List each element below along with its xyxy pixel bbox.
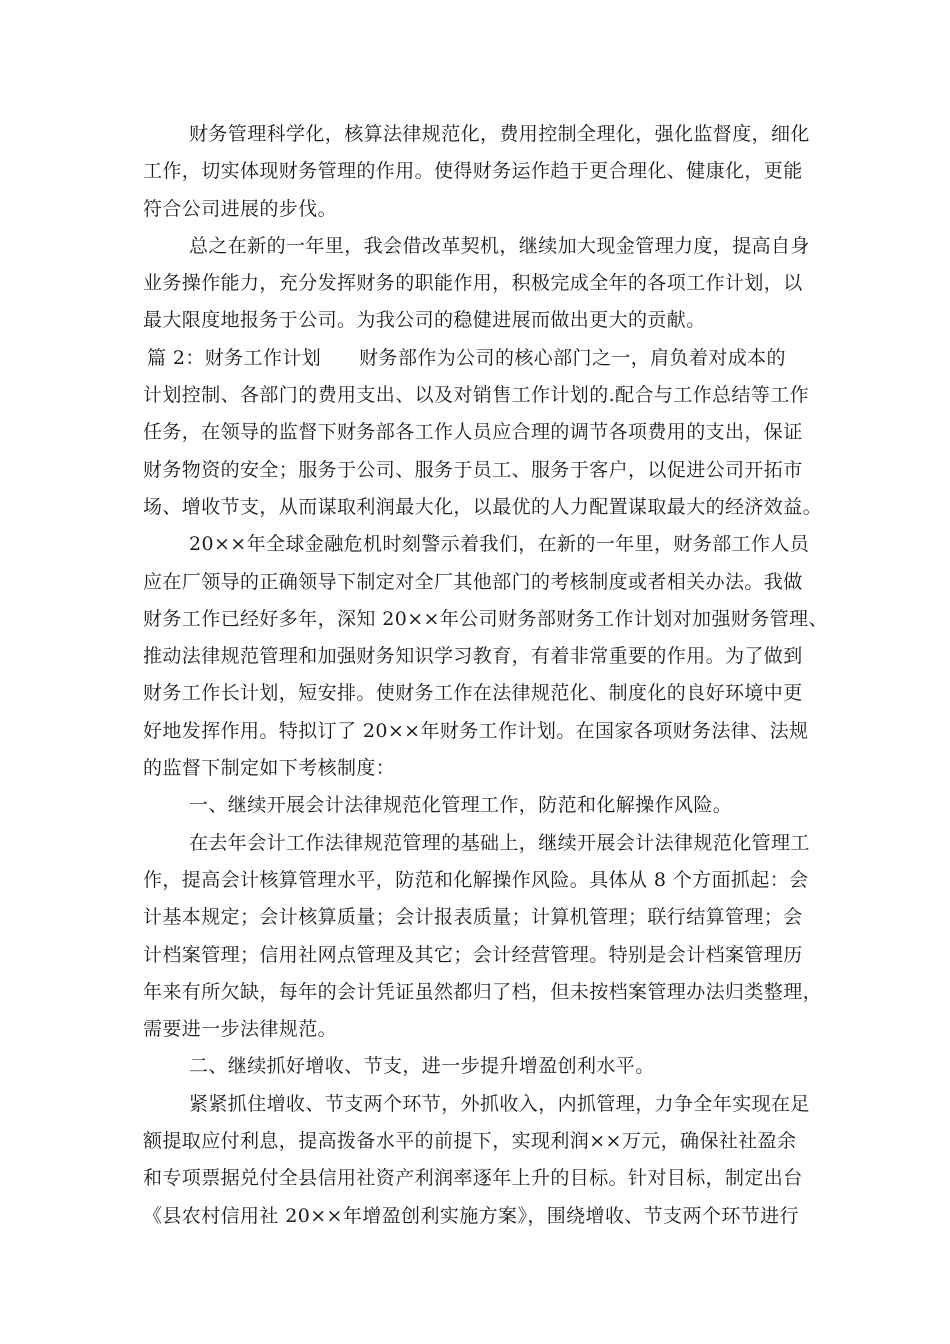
text-line: 业务操作能力，充分发挥财务的职能作用，积极完成全年的各项工作计划，以 — [143, 272, 803, 295]
text-line: 推动法律规范管理和加强财务知识学习教育，有着非常重要的作用。为了做到 — [143, 645, 803, 668]
section-heading: 篇 2：财务工作计划 — [147, 346, 322, 369]
text-line: 20××年全球金融危机时刻警示着我们，在新的一年里，财务部工作人员 — [189, 533, 810, 556]
text-line: 应在厂领导的正确领导下制定对全厂其他部门的考核制度或者相关办法。我做 — [143, 570, 803, 593]
text-line: 需要进一步法律规范。 — [143, 1018, 338, 1041]
section-heading-line — [143, 340, 815, 377]
text-line: 额提取应付利息，提高拨备水平的前提下，实现利润××万元，确保社社盈余 — [143, 1130, 797, 1153]
document-body — [143, 116, 828, 1235]
text-line: 一、继续开展会计法律规范化管理工作，防范和化解操作风险。 — [189, 794, 733, 817]
text-line: 财务部作为公司的核心部门之一，肩负着对成本的 — [359, 346, 786, 369]
text-line: 工作，切实体现财务管理的作用。使得财务运作趋于更合理化、健康化，更能 — [143, 160, 803, 183]
text-line: 二、继续抓好增收、节支，进一步提升增盈创利水平。 — [189, 1055, 655, 1078]
text-line: 计划控制、各部门的费用支出、以及对销售工作计划的.配合与工作总结等工作 — [143, 384, 810, 407]
text-line: 的监督下制定如下考核制度： — [143, 757, 396, 780]
text-line: 总之在新的一年里，我会借改革契机，继续加大现金管理力度，提高自身 — [189, 234, 810, 257]
text-line: 财务工作长计划，短安排。使财务工作在法律规范化、制度化的良好环境中更 — [143, 682, 803, 705]
text-line: 和专项票据兑付全县信用社资产利润率逐年上升的目标。针对目标，制定出台 — [143, 1167, 803, 1190]
text-line: 《县农村信用社 20××年增盈创利实施方案》，围绕增收、节支两个环节进行 — [143, 1204, 799, 1227]
text-line: 作，提高会计核算管理水平，防范和化解操作风险。具体从 8 个方面抓起：会 — [143, 868, 809, 891]
text-line: 好地发挥作用。特拟订了 20××年财务工作计划。在国家各项财务法律、法规 — [143, 719, 809, 742]
text-line: 财务管理科学化，核算法律规范化，费用控制全理化，强化监督度，细化 — [189, 123, 810, 145]
text-line: 计基本规定；会计核算质量；会计报表质量；计算机管理；联行结算管理；会 — [143, 906, 803, 929]
text-line: 年来有所欠缺，每年的会计凭证虽然都归了档，但未按档案管理办法归类整理， — [143, 980, 823, 1003]
text-line: 任务，在领导的监督下财务部各工作人员应合理的调节各项费用的支出，保证 — [143, 421, 803, 444]
text-line: 财务物资的安全；服务于公司、服务于员工、服务于客户，以促进公司开拓市 — [143, 458, 803, 481]
text-line: 财务工作已经好多年，深知 20××年公司财务部财务工作计划对加强财务管理、 — [143, 607, 828, 630]
text-line: 场、增收节支，从而谋取利润最大化，以最优的人力配置谋取最大的经济效益。 — [143, 495, 823, 518]
text-line: 在去年会计工作法律规范管理的基础上，继续开展会计法律规范化管理工 — [189, 831, 810, 854]
text-line: 符合公司进展的步伐。 — [143, 197, 338, 220]
text-line: 计档案管理；信用社网点管理及其它；会计经营管理。特别是会计档案管理历 — [143, 943, 803, 966]
text-line: 紧紧抓住增收、节支两个环节，外抓收入，内抓管理，力争全年实现在足 — [189, 1092, 810, 1115]
text-line: 最大限度地报务于公司。为我公司的稳健进展而做出更大的贡献。 — [143, 309, 706, 332]
